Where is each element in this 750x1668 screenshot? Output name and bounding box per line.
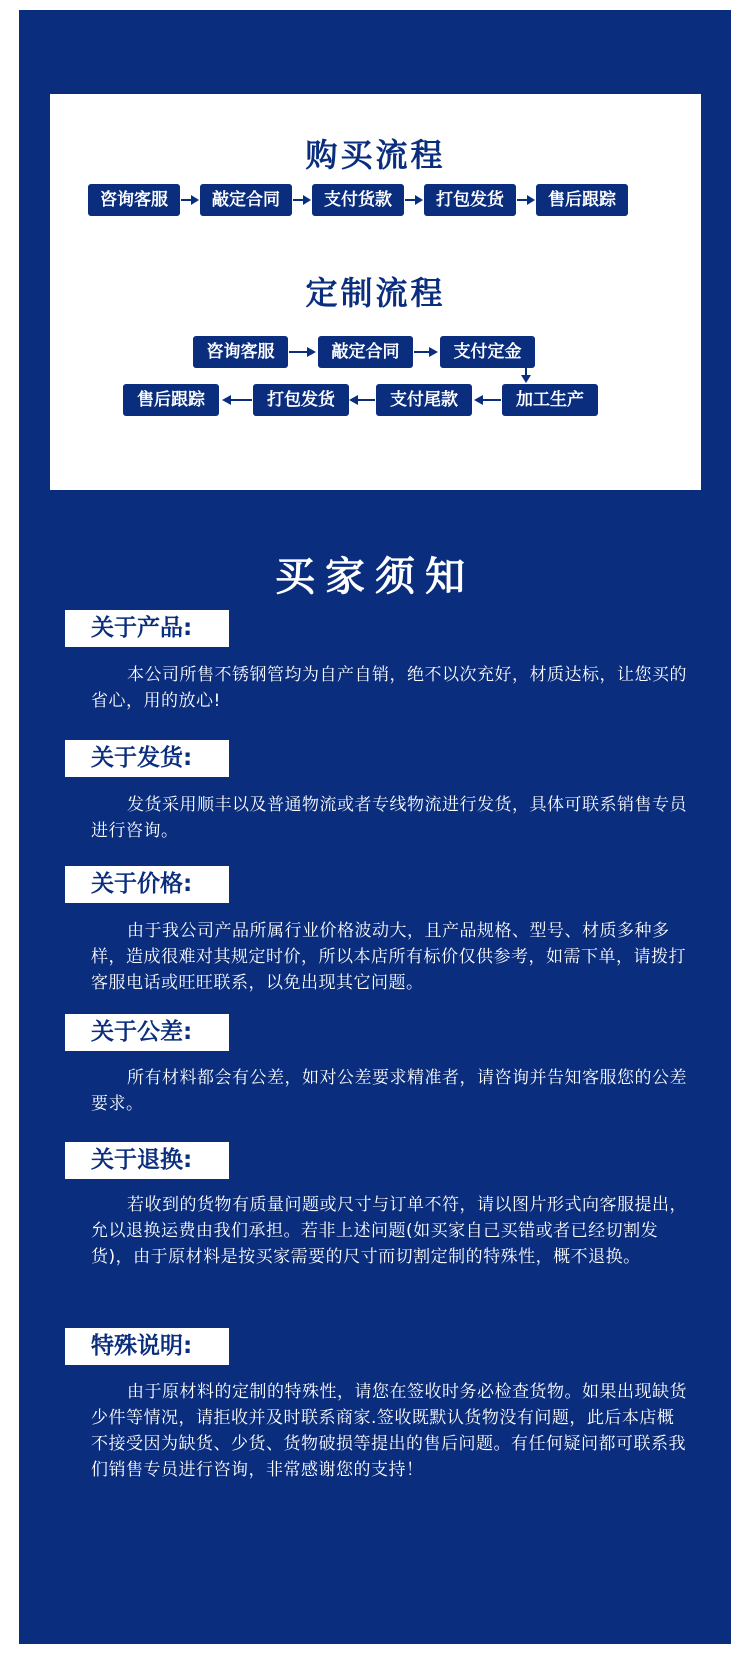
section-label-shipping: 关于发货: (65, 740, 229, 777)
process-card (50, 94, 701, 490)
purchase-step: 支付货款 (312, 184, 404, 216)
purchase-step: 敲定合同 (200, 184, 292, 216)
purchase-step: 售后跟踪 (536, 184, 628, 216)
purchase-step: 咨询客服 (88, 184, 180, 216)
custom-step: 打包发货 (253, 384, 349, 416)
section-label-tolerance: 关于公差: (65, 1014, 229, 1051)
section-label-price: 关于价格: (65, 866, 229, 903)
custom-step: 咨询客服 (193, 336, 288, 368)
section-label-return: 关于退换: (65, 1142, 229, 1179)
section-text-tolerance: 所有材料都会有公差，如对公差要求精准者，请咨询并告知客服您的公差要求。 (91, 1068, 687, 1114)
custom-flow-title: 定制流程 (305, 274, 446, 312)
buyer-notice-title: 买家须知 (275, 554, 475, 600)
section-text-special: 由于原材料的定制的特殊性，请您在签收时务必检查货物。如果出现缺货少件等情况，请拒收并及时联系商家.签收既默认货物没有问题，此后本店概不接受因为缺货、少货、货物破损等提出的售后问题。有任何疑问都可联系我们销售专员进行咨询，非常感谢您的支持！ (91, 1382, 687, 1480)
section-label-special: 特殊说明: (65, 1328, 229, 1365)
custom-step: 敲定合同 (318, 336, 413, 368)
flow-arrows (50, 94, 701, 490)
custom-step: 售后跟踪 (123, 384, 219, 416)
section-text-price: 由于我公司产品所属行业价格波动大，且产品规格、型号、材质多种多样，造成很难对其规定时价，所以本店所有标价仅供参考，如需下单，请拨打客服电话或旺旺联系，以免出现其它问题。 (91, 921, 686, 993)
purchase-flow-title: 购买流程 (305, 136, 446, 174)
custom-step: 加工生产 (502, 384, 598, 416)
section-text-shipping: 发货采用顺丰以及普通物流或者专线物流进行发货，具体可联系销售专员进行咨询。 (91, 795, 687, 841)
section-text-product: 本公司所售不锈钢管均为自产自销，绝不以次充好，材质达标，让您买的省心，用的放心! (91, 665, 687, 711)
section-text-return: 若收到的货物有质量问题或尺寸与订单不符，请以图片形式向客服提出，允以退换运费由我们承担。若非上述问题(如买家自己买错或者已经切割发货)，由于原材料是按买家需要的尺寸而切割定制的特殊性，概不退换。 (91, 1195, 687, 1267)
custom-step: 支付定金 (440, 336, 535, 368)
section-label-product: 关于产品: (65, 610, 229, 647)
custom-step: 支付尾款 (376, 384, 472, 416)
purchase-step: 打包发货 (424, 184, 516, 216)
main-panel (19, 10, 731, 1644)
